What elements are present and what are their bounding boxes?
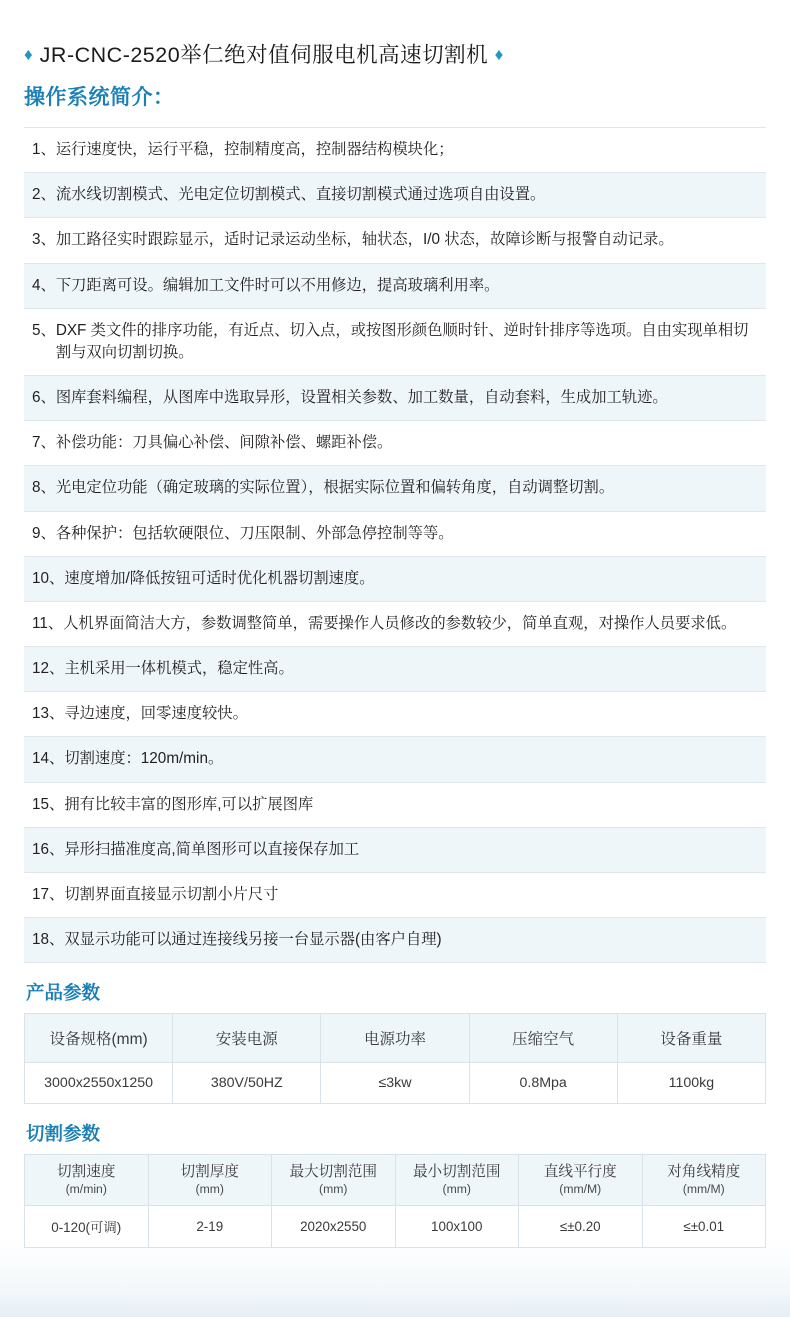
table-header-cell — [519, 1155, 643, 1205]
list-item-text: 异形扫描准度高,简单图形可以直接保存加工 — [64, 840, 360, 858]
list-item-text: 各种保护：包括软硬限位、刀压限制、外部急停控制等等。 — [55, 524, 454, 542]
product-params-table — [24, 1013, 766, 1104]
list-item — [24, 918, 766, 963]
table-cell: ≤3kw — [321, 1063, 469, 1104]
list-item-number: 6、 — [32, 389, 56, 407]
list-item — [24, 421, 766, 466]
table-cell: 3000x2550x1250 — [25, 1063, 173, 1104]
list-item — [24, 602, 766, 647]
list-item — [24, 466, 766, 511]
list-item-text: 补偿功能：刀具偏心补偿、间隙补偿、螺距补偿。 — [55, 434, 393, 452]
list-item-number: 17、 — [32, 885, 65, 903]
list-item-number: 8、 — [32, 479, 56, 497]
list-item-text: 速度增加/降低按钮可适时优化机器切割速度。 — [64, 569, 375, 587]
list-item — [24, 512, 766, 557]
list-item-number: 16、 — [32, 840, 65, 858]
list-item — [24, 128, 766, 173]
list-item-number: 18、 — [32, 931, 65, 949]
list-item-number: 15、 — [32, 795, 65, 813]
cut-params-table — [24, 1154, 766, 1247]
table-header-cell: 电源功率 — [321, 1014, 469, 1063]
list-item — [24, 218, 766, 263]
list-item — [24, 557, 766, 602]
list-item-text: 运行速度快，运行平稳，控制精度高，控制器结构模块化； — [55, 141, 454, 158]
list-item-number: 11、 — [32, 614, 64, 632]
diamond-right-icon: ♦ — [494, 45, 504, 64]
header-name: 切割速度 — [57, 1164, 116, 1181]
page-title — [24, 0, 766, 69]
list-item — [24, 647, 766, 692]
list-item — [24, 173, 766, 218]
list-item-text: 下刀距离可设。编辑加工文件时可以不用修边，提高玻璃利用率。 — [55, 276, 500, 294]
table-header-cell — [642, 1155, 766, 1205]
list-item — [24, 828, 766, 873]
table-cell: 380V/50HZ — [173, 1063, 321, 1104]
header-name: 最小切割范围 — [412, 1164, 501, 1181]
list-item-number: 5、 — [32, 321, 56, 339]
list-item — [24, 692, 766, 737]
list-item-number: 4、 — [32, 276, 56, 294]
list-item-text: 加工路径实时跟踪显示，适时记录运动坐标，轴状态，I/0 状态，故障诊断与报警自动记录。 — [55, 231, 674, 249]
table-header-cell: 设备重量 — [617, 1014, 765, 1063]
header-unit: (mm) — [195, 1181, 224, 1196]
list-item-number: 7、 — [32, 434, 56, 452]
diamond-left-icon: ♦ — [24, 45, 34, 64]
table-cell: 0-120(可调) — [25, 1205, 149, 1247]
table-header-cell: 压缩空气 — [469, 1014, 617, 1063]
table-row — [25, 1205, 766, 1247]
feature-list — [24, 127, 766, 963]
list-item-number: 9、 — [32, 524, 56, 542]
table-cell: 100x100 — [395, 1205, 519, 1247]
table-header-cell: 安装电源 — [173, 1014, 321, 1063]
header-name: 最大切割范围 — [289, 1164, 378, 1181]
list-item-number: 10、 — [32, 569, 65, 587]
table-row — [25, 1014, 766, 1063]
table-header-cell — [148, 1155, 272, 1205]
header-name: 对角线精度 — [667, 1164, 741, 1181]
table-cell: ≤±0.20 — [519, 1205, 643, 1247]
list-item-text: 流水线切割模式、光电定位切割模式、直接切割模式通过选项自由设置。 — [55, 186, 546, 204]
list-item — [24, 783, 766, 828]
list-item-text: 切割界面直接显示切割小片尺寸 — [64, 885, 279, 903]
table-cell: 2-19 — [148, 1205, 272, 1247]
table-header-cell — [395, 1155, 519, 1205]
header-unit: (m/min) — [65, 1181, 107, 1196]
list-item-text: 人机界面简洁大方，参数调整简单，需要操作人员修改的参数较少，简单直观，对操作人员要求低。 — [63, 614, 737, 632]
list-item-text: 切割速度：120m/min。 — [64, 750, 224, 768]
list-item-text: 寻边速度，回零速度较快。 — [64, 705, 248, 723]
table-row — [25, 1155, 766, 1205]
list-item-text: 拥有比较丰富的图形库,可以扩展图库 — [64, 795, 314, 813]
list-item-text: 主机采用一体机模式，稳定性高。 — [64, 660, 294, 678]
list-item-number: 2、 — [32, 186, 56, 204]
header-unit: (mm) — [319, 1181, 348, 1196]
list-item — [24, 873, 766, 918]
list-item-text: 双显示功能可以通过连接线另接一台显示器(由客户自理) — [64, 931, 442, 949]
header-name: 直线平行度 — [543, 1164, 617, 1181]
table-cell: 0.8Mpa — [469, 1063, 617, 1104]
header-unit: (mm) — [442, 1181, 471, 1196]
list-item-number: 14、 — [32, 750, 65, 768]
header-unit: (mm/M) — [682, 1181, 725, 1196]
list-item-text: 光电定位功能（确定玻璃的实际位置），根据实际位置和偏转角度，自动调整切割。 — [55, 479, 615, 497]
header-name: 切割厚度 — [180, 1164, 239, 1181]
list-item-number: 1、 — [32, 141, 56, 158]
table-header-cell: 设备规格(mm) — [25, 1014, 173, 1063]
cut-params-heading: 切割参数 — [26, 1123, 101, 1145]
list-item — [24, 264, 766, 309]
product-params-heading: 产品参数 — [26, 982, 101, 1004]
list-item-number: 13、 — [32, 705, 65, 723]
list-item — [24, 309, 766, 376]
table-cell: 1100kg — [617, 1063, 765, 1104]
table-row — [25, 1063, 766, 1104]
bottom-gradient-decoration — [0, 1291, 790, 1317]
list-item — [24, 376, 766, 421]
table-cell: ≤±0.01 — [642, 1205, 766, 1247]
page-title-text: JR-CNC-2520举仁绝对值伺服电机高速切割机 — [39, 43, 489, 67]
header-unit: (mm/M) — [559, 1181, 602, 1196]
list-item-number: 3、 — [32, 231, 56, 249]
table-header-cell — [25, 1155, 149, 1205]
list-item-text: 图库套料编程，从图库中选取异形，设置相关参数、加工数量，自动套料，生成加工轨迹。 — [55, 389, 668, 407]
table-cell: 2020x2550 — [272, 1205, 396, 1247]
list-item-number: 12、 — [32, 660, 65, 678]
table-header-cell — [272, 1155, 396, 1205]
list-item-text: DXF 类文件的排序功能，有近点、切入点，或按图形颜色顺时针、逆时针排序等选项。自由实现单相切割与双向切割切换。 — [55, 321, 749, 361]
operating-system-subtitle: 操作系统简介： — [24, 86, 175, 109]
list-item — [24, 737, 766, 782]
